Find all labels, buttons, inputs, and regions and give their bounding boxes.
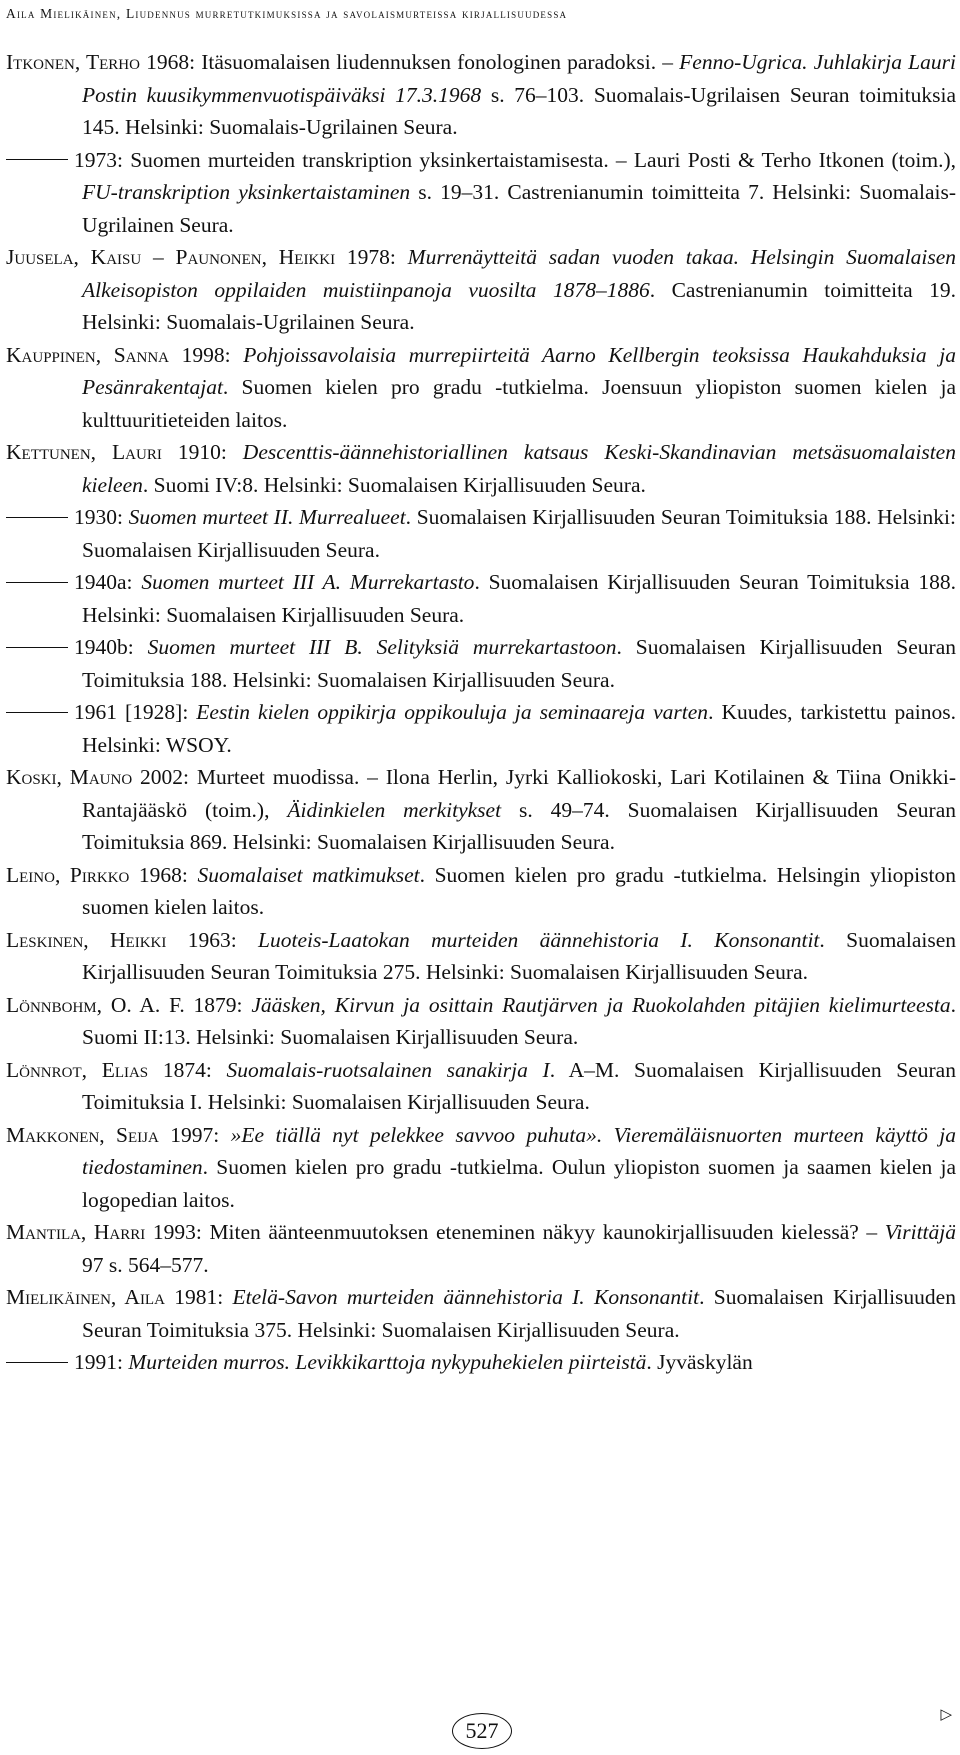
- reference-entry: [6, 339, 956, 437]
- entry-title: Eestin kielen oppikirja oppikouluja ja seminaareja varten: [196, 700, 709, 724]
- reference-entry: [6, 1281, 956, 1346]
- reference-entry: [6, 1346, 956, 1379]
- entry-title: Virittäjä: [884, 1220, 956, 1244]
- entry-title: Suomalais-ruotsalainen sanakirja I: [226, 1057, 550, 1082]
- entry-author: Koski, Mauno: [6, 765, 133, 789]
- entry-text: . Suomalaisen Kirjallisuuden Seuran Toimituksia 188. Helsinki: Suomalaisen Kirjallisuuden Seura.: [82, 635, 956, 692]
- entry-text: 1968:: [129, 862, 198, 887]
- ditto-dash: [6, 517, 68, 518]
- reference-entry: [6, 1216, 956, 1281]
- entry-text: . Suomen kielen pro gradu -tutkielma. Helsingin yliopiston suomen kielen laitos.: [82, 862, 956, 919]
- entry-text: s. 49–74. Suomalaisen Kirjallisuuden Seuran Toimituksia 869. Helsinki: Suomalaisen Kirjallisuuden Seura.: [82, 797, 956, 854]
- entry-author: Kettunen, Lauri: [6, 440, 162, 464]
- entry-title: Jääsken, Kirvun ja osittain Rautjärven ja Ruokolahden pitäjien kielimurteesta: [251, 992, 951, 1017]
- entry-title: Suomen murteet II. Murrealueet: [128, 505, 406, 529]
- page-number: 527: [452, 1713, 512, 1749]
- entry-text: 1991:: [74, 1350, 129, 1374]
- entry-text: . Suomalaisen Kirjallisuuden Seuran Toimituksia 375. Helsinki: Suomalaisen Kirjallisuuden Seura.: [82, 1285, 956, 1342]
- entry-text: 1910:: [161, 440, 243, 464]
- entry-author: Lönnbohm, O. A. F.: [6, 992, 185, 1017]
- entry-title: Luoteis-Laatokan murteiden äännehistoria I. Konsonantit: [258, 927, 820, 952]
- entry-text: . Jyväskylän: [646, 1350, 753, 1374]
- entry-author: Itkonen, Terho: [6, 50, 140, 74]
- entry-title: Pohjoissavolaisia murrepiirteitä Aarno Kellbergin teoksissa Haukahduksia ja Pesänrakentajat: [82, 342, 956, 399]
- reference-entry: [6, 924, 956, 989]
- entry-text: 1968: Itäsuomalaisen liudennuksen fonologinen paradoksi. –: [139, 50, 680, 74]
- entry-text: 97 s. 564–577.: [82, 1252, 209, 1277]
- reference-entry: [6, 241, 956, 339]
- reference-entry: [6, 631, 956, 696]
- entry-title: Etelä-Savon murteiden äännehistoria I. Konsonantit: [232, 1285, 700, 1309]
- reference-entry: [6, 436, 956, 501]
- entry-text: 1997:: [158, 1122, 231, 1147]
- entry-text: . Suomen kielen pro gradu -tutkielma. Oulun yliopiston suomen ja saamen kielen ja logopedian laitos.: [82, 1155, 956, 1212]
- entry-title: Suomen murteet III B. Selityksiä murrekartastoon: [147, 635, 617, 659]
- entry-author: Leino, Pirkko: [6, 862, 130, 887]
- entry-author: Mantila, Harri: [6, 1220, 146, 1244]
- reference-entry: [6, 696, 956, 761]
- entry-text: 2002: Murteet muodissa. – Ilona Herlin, Jyrki Kalliokoski, Lari Kotilainen & Tiina Onikki-Rantajääskö (toim.),: [82, 765, 956, 822]
- ditto-dash: [6, 159, 68, 160]
- entry-author: Makkonen, Seija: [6, 1122, 159, 1147]
- entry-title: Murteiden murros. Levikkikarttoja nykypuhekielen piirteistä: [128, 1350, 647, 1374]
- entry-author: Leskinen, Heikki: [6, 927, 167, 952]
- reference-entry: [6, 989, 956, 1054]
- reference-entry: [6, 144, 956, 242]
- entry-text: 1874:: [148, 1057, 227, 1082]
- ditto-dash: [6, 582, 68, 583]
- entry-title: »Ee tiällä nyt pelekkee savvoo puhuta». Vieremäläisnuorten murteen käyttö ja tiedostaminen: [82, 1122, 956, 1179]
- reference-entry: [6, 46, 956, 144]
- entry-text: 1963:: [166, 927, 259, 952]
- entry-text: . Castrenianumin toimitteita 19. Helsinki: Suomalais-Ugrilainen Seura.: [82, 277, 956, 334]
- entry-text: . A–M. Suomalaisen Kirjallisuuden Seuran Toimituksia I. Helsinki: Suomalaisen Kirjallisuuden Seura.: [82, 1057, 956, 1114]
- reference-entry: [6, 761, 956, 859]
- entry-text: 1981:: [164, 1285, 233, 1309]
- entry-text: 1940a:: [74, 570, 142, 594]
- entry-title: Äidinkielen merkitykset: [287, 797, 502, 822]
- ditto-dash: [6, 712, 68, 713]
- reference-list: [6, 46, 956, 1379]
- entry-text: 1940b:: [74, 635, 148, 659]
- entry-author: Lönnrot, Elias: [6, 1057, 149, 1082]
- entry-title: FU-transkription yksinkertaistaminen: [82, 180, 411, 204]
- entry-text: . Suomalaisen Kirjallisuuden Seuran Toimituksia 188. Helsinki: Suomalaisen Kirjallisuuden Seura.: [82, 570, 956, 627]
- entry-text: 1930:: [74, 505, 129, 529]
- reference-entry: [6, 1054, 956, 1119]
- entry-title: Fenno-Ugrica. Juhlakirja Lauri Postin kuusikymmenvuotispäiväksi 17.3.1968: [82, 50, 956, 107]
- entry-text: . Suomalaisen Kirjallisuuden Seuran Toimituksia 188. Helsinki: Suomalaisen Kirjallisuuden Seura.: [82, 505, 956, 562]
- entry-text: . Kuudes, tarkistettu painos. Helsinki: WSOY.: [82, 700, 956, 757]
- entry-text: 1998:: [169, 342, 244, 367]
- ditto-dash: [6, 647, 68, 648]
- entry-title: Suomen murteet III A. Murrekartasto: [141, 570, 475, 594]
- entry-author: Juusela, Kaisu – Paunonen, Heikki: [6, 245, 336, 269]
- running-head: Aila Mielikäinen, Liudennus murretutkimuksissa ja savolaismurteissa kirjallisuudessa: [6, 6, 568, 21]
- entry-text: 1978:: [335, 245, 408, 269]
- reference-entry: [6, 859, 956, 924]
- entry-text: . Suomi IV:8. Helsinki: Suomalaisen Kirjallisuuden Seura.: [142, 472, 646, 497]
- entry-text: . Suomalaisen Kirjallisuuden Seuran Toimituksia 275. Helsinki: Suomalaisen Kirjallisuuden Seura.: [82, 927, 956, 984]
- entry-author: Mielikäinen, Aila: [6, 1285, 165, 1309]
- entry-text: 1993: Miten äänteenmuutoksen eteneminen näkyy kaunokirjallisuuden kielessä? –: [145, 1220, 885, 1244]
- entry-title: Murrenäytteitä sadan vuoden takaa. Helsingin Suomalaisen Alkeisopiston oppilaiden muistiinpanoja vuosilta 1878–1886: [82, 245, 956, 302]
- ditto-dash: [6, 1362, 68, 1363]
- entry-text: 1973: Suomen murteiden transkription yksinkertaistamisesta. – Lauri Posti & Terho Itkonen (toim.),: [74, 147, 956, 172]
- reference-entry: [6, 501, 956, 566]
- entry-text: s. 76–103. Suomalais-Ugrilaisen Seuran toimituksia 145. Helsinki: Suomalais-Ugrilainen Seura.: [82, 82, 956, 139]
- reference-entry: [6, 1119, 956, 1217]
- entry-text: 1961 [1928]:: [74, 700, 197, 724]
- entry-title: Descenttis-äännehistoriallinen katsaus Keski-Skandinavian metsäsuomalaisten kieleen: [82, 440, 956, 497]
- entry-author: Kauppinen, Sanna: [6, 342, 169, 367]
- entry-title: Suomalaiset matkimukset: [197, 862, 420, 887]
- entry-text: s. 19–31. Castrenianumin toimitteita 7. Helsinki: Suomalais-Ugrilainen Seura.: [82, 180, 956, 237]
- continue-arrow-icon: ▷: [940, 1707, 952, 1723]
- reference-entry: [6, 566, 956, 631]
- entry-text: . Suomen kielen pro gradu -tutkielma. Joensuun yliopiston suomen kielen ja kulttuuritieteiden laitos.: [82, 375, 956, 432]
- entry-text: . Suomi II:13. Helsinki: Suomalaisen Kirjallisuuden Seura.: [82, 992, 956, 1049]
- entry-text: 1879:: [184, 992, 252, 1017]
